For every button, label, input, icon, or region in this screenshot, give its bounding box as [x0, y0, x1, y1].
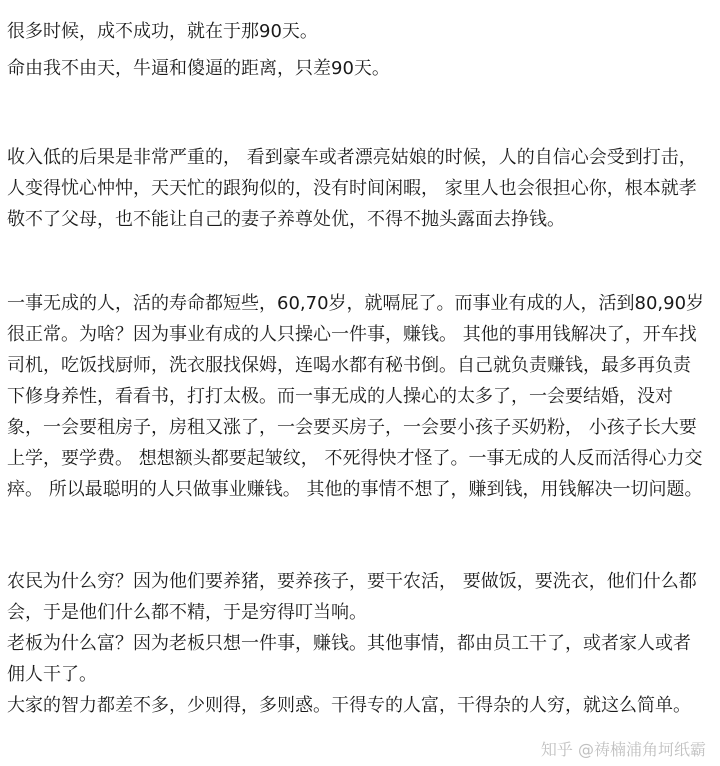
text-line: 会，于是他们什么都不精，于是穷得叮当响。 [7, 602, 367, 623]
text-line: 象，一会要租房子，房租又涨了，一会要买房子，一会要小孩子买奶粉， 小孩子长大要 [7, 417, 697, 438]
text-line: 敬不了父母，也不能让自己的妻子养尊处优，不得不抛头露面去挣钱。 [7, 209, 565, 230]
text-line: 老板为什么富？因为老板只想一件事，赚钱。其他事情，都由员工干了，或者家人或者 [7, 633, 691, 654]
text-line: 大家的智力都差不多，少则得，多则惑。干得专的人富，干得杂的人穷，就这么简单。 [7, 695, 691, 716]
text-line: 人变得忧心忡忡，天天忙的跟狗似的，没有时间闲暇， 家里人也会很担心你，根本就孝 [7, 178, 697, 199]
text-line: 农民为什么穷？因为他们要养猪，要养孩子，要干农活， 要做饭，要洗衣，他们什么都 [7, 571, 697, 592]
text-line: 佣人干了。 [7, 664, 97, 685]
text-line: 一事无成的人，活的寿命都短些，60,70岁，就嗝屁了。而事业有成的人，活到80,90岁 [7, 293, 705, 314]
text-line: 上学，要学费。 想想额头都要起皱纹， 不死得快才怪了。一事无成的人反而活得心力交 [7, 448, 703, 469]
text-line: 命由我不由天，牛逼和傻逼的距离，只差90天。 [7, 58, 390, 79]
text-line: 下修身养性，看看书，打打太极。而一事无成的人操心的太多了，一会要结婚，没对 [7, 386, 673, 407]
text-line: 司机，吃饭找厨师，洗衣服找保姆，连喝水都有秘书倒。自己就负责赚钱，最多再负责 [7, 355, 691, 376]
text-line: 收入低的后果是非常严重的， 看到豪车或者漂亮姑娘的时候，人的自信心会受到打击， [7, 147, 697, 168]
text-line: 很正常。为啥？因为事业有成的人只操心一件事，赚钱。 其他的事用钱解决了，开车找 [7, 324, 697, 345]
text-line: 瘁。 所以最聪明的人只做事业赚钱。 其他的事情不想了，赚到钱，用钱解决一切问题。 [7, 479, 703, 500]
watermark: 知乎 @祷楠浦角坷纸霸 [540, 740, 706, 759]
text-line: 很多时候，成不成功，就在于那90天。 [7, 21, 318, 42]
